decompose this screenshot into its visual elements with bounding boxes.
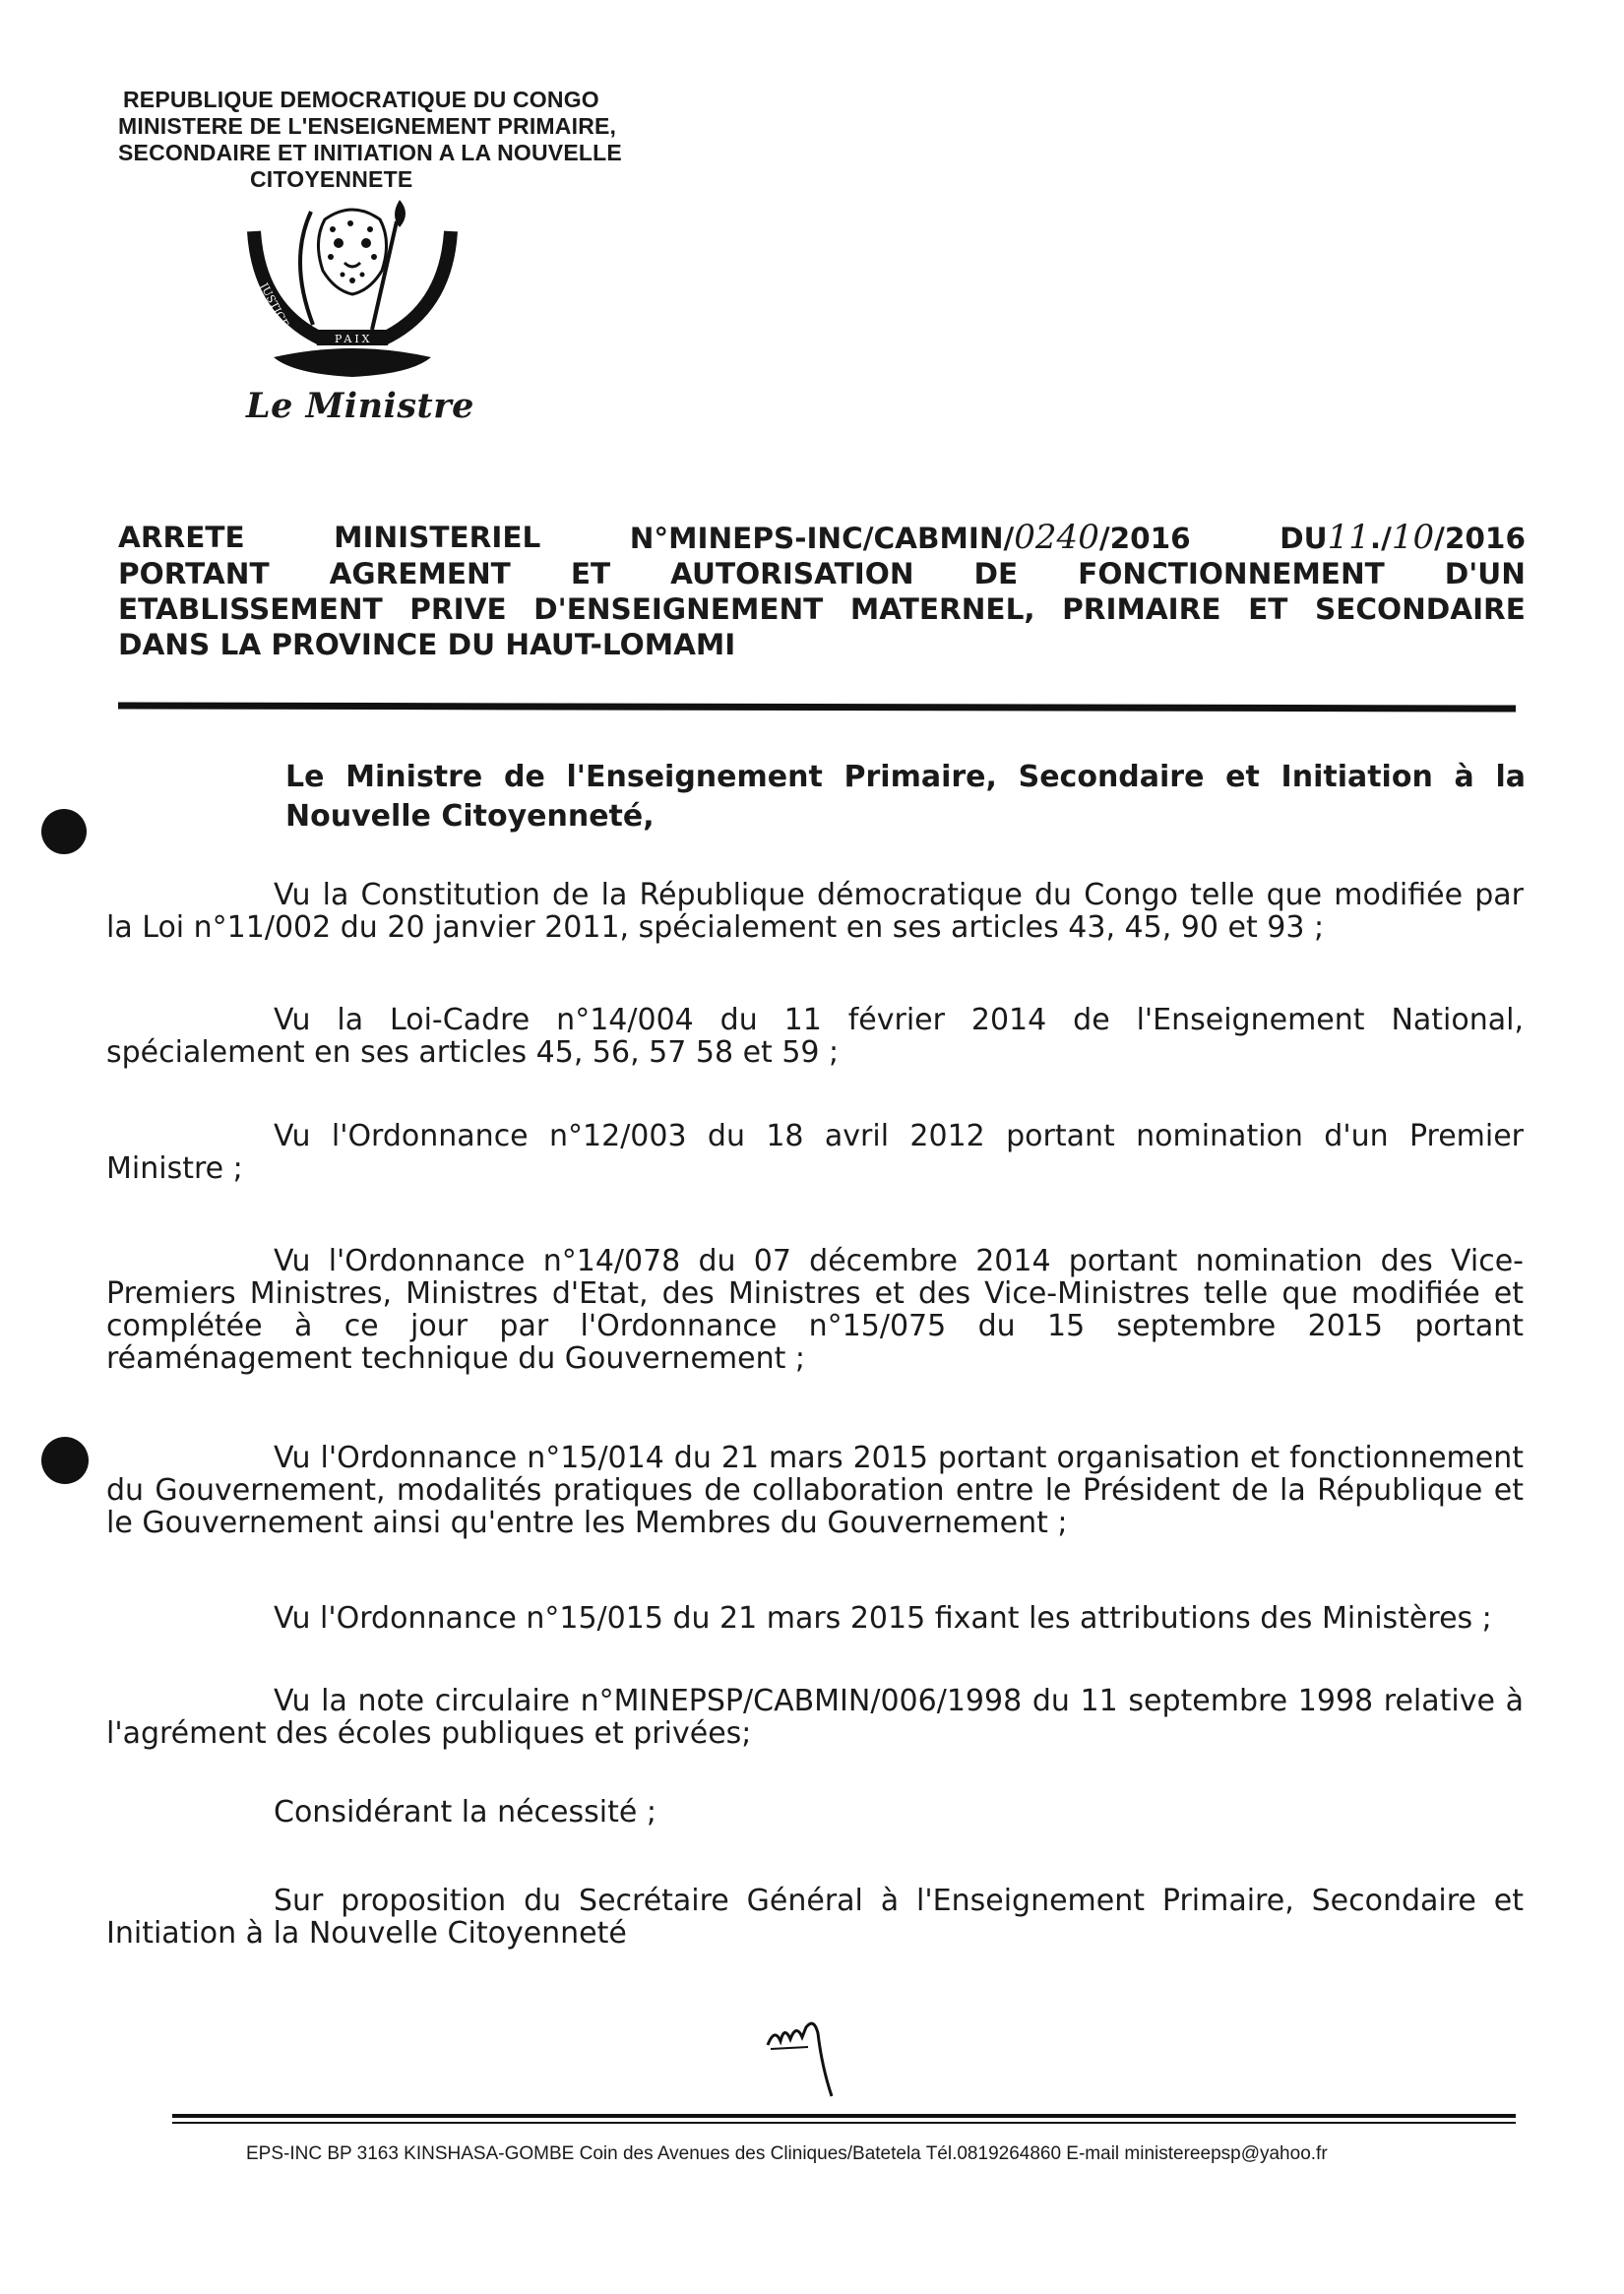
title-row <box>118 556 1526 591</box>
punch-hole-icon <box>41 809 87 854</box>
paragraph-ordonnance-attributions: Vu l'Ordonnance n°15/015 du 21 mars 2015 fixant les attributions des Ministères ; <box>274 1601 1492 1636</box>
paragraph-ordonnance-organisation: Vu l'Ordonnance n°15/014 du 21 mars 2015 portant organisation et fonctionnement du Gouvernement, modalités pratiques de collaboration entre le Président de la République et le Gouvernement ainsi qu'entre les Membres du Gouvernement ; <box>106 1441 1524 1540</box>
decree-number-handwritten: 0240 <box>1014 518 1099 557</box>
paragraph-loi-cadre: Vu la Loi-Cadre n°14/004 du 11 février 2014 de l'Enseignement National, spécialement en ses articles 45, 56, 57 58 et 59 ; <box>106 1003 1524 1070</box>
footer-contact: EPS-INC BP 3163 KINSHASA-GOMBE Coin des Avenues des Cliniques/Batetela Tél.0819264860 E-mail ministereepsp@yahoo.fr <box>246 2143 1328 2164</box>
title-word: PRIMAIRE <box>1062 592 1221 626</box>
decree-date <box>1280 520 1526 556</box>
title-word: AGREMENT <box>329 557 511 590</box>
title-word: AUTORISATION <box>670 557 914 590</box>
paragraph-considerant: Considérant la nécessité ; <box>274 1795 656 1829</box>
motto-travail: TRAVAIL <box>420 213 456 263</box>
decree-date-month: 10 <box>1391 518 1435 557</box>
title-word: ETABLISSEMENT <box>118 592 383 626</box>
motto-paix: PAIX <box>335 333 373 345</box>
title-word: DE <box>973 557 1019 590</box>
paragraph-proposition: Sur proposition du Secrétaire Général à l'Enseignement Primaire, Secondaire et Initiation à la Nouvelle Citoyenneté <box>106 1884 1524 1951</box>
decree-title <box>118 520 1526 662</box>
le-ministre-title: Le Ministre <box>246 386 474 426</box>
title-word: DANS LA PROVINCE DU HAUT-LOMAMI <box>118 628 736 661</box>
coat-of-arms-icon <box>234 192 470 379</box>
title-row <box>118 627 1526 662</box>
title-divider <box>118 703 1516 713</box>
decree-date-sep: ./ <box>1369 522 1392 555</box>
title-row <box>118 591 1526 627</box>
title-word: D'ENSEIGNEMENT <box>533 592 824 626</box>
title-word: D'UN <box>1444 557 1526 590</box>
paragraph-note-circulaire: Vu la note circulaire n°MINEPSP/CABMIN/006/1998 du 11 septembre 1998 relative à l'agrément des écoles publiques et privées; <box>106 1684 1524 1751</box>
decree-date-year: /2016 <box>1434 522 1526 555</box>
title-word: MINISTERIEL <box>334 521 541 554</box>
decree-date-prefix: DU <box>1280 522 1328 555</box>
paragraph-ordonnance-premier-ministre: Vu l'Ordonnance n°12/003 du 18 avril 2012 portant nomination d'un Premier Ministre ; <box>106 1119 1524 1186</box>
motto-justice: JUSTICE <box>257 280 292 330</box>
title-word: FONCTIONNEMENT <box>1078 557 1385 590</box>
title-word: ET <box>1248 592 1288 626</box>
title-word: SECONDAIRE <box>1314 592 1526 626</box>
title-word: ARRETE <box>118 521 245 554</box>
title-word: PORTANT <box>118 557 270 590</box>
header-ministry-line2: SECONDAIRE ET INITIATION A LA NOUVELLE <box>118 140 622 165</box>
decree-number-suffix: /2016 <box>1098 522 1191 555</box>
title-word: MATERNEL, <box>849 592 1035 626</box>
title-word: ET <box>570 557 611 590</box>
letterhead <box>118 87 689 193</box>
footer-divider-thin <box>172 2122 1516 2124</box>
handwritten-initials-icon <box>763 1998 861 2106</box>
title-row <box>118 520 1526 556</box>
decree-number <box>630 520 1191 556</box>
punch-hole-icon <box>41 1437 89 1484</box>
header-ministry-line3: CITOYENNETE <box>250 166 413 192</box>
tusk-icon <box>300 212 313 325</box>
paragraph-ordonnance-nomination: Vu l'Ordonnance n°14/078 du 07 décembre 2014 portant nomination des Vice-Premiers Ministres, Ministres d'Etat, des Ministres et des Vice-Ministres telle que modifiée et complétée à ce jour par l'Ordonnance n°15/075 du 15 septembre 2015 portant réaménagement technique du Gouvernement ; <box>106 1244 1524 1376</box>
decree-date-day: 11 <box>1327 518 1370 557</box>
header-country: REPUBLIQUE DEMOCRATIQUE DU CONGO <box>123 87 599 112</box>
decree-number-prefix: N°MINEPS-INC/CABMIN/ <box>629 522 1015 555</box>
header-ministry-line1: MINISTERE DE L'ENSEIGNEMENT PRIMAIRE, <box>118 113 617 139</box>
paragraph-constitution: Vu la Constitution de la République démocratique du Congo telle que modifiée par la Loi n°11/002 du 20 janvier 2011, spécialement en ses articles 43, 45, 90 et 93 ; <box>106 878 1524 945</box>
title-word: PRIVE <box>409 592 507 626</box>
footer-divider <box>172 2114 1516 2118</box>
leopard-head-icon <box>318 210 386 294</box>
opening-statement: Le Ministre de l'Enseignement Primaire, Secondaire et Initiation à la Nouvelle Citoyenneté, <box>285 760 1526 834</box>
